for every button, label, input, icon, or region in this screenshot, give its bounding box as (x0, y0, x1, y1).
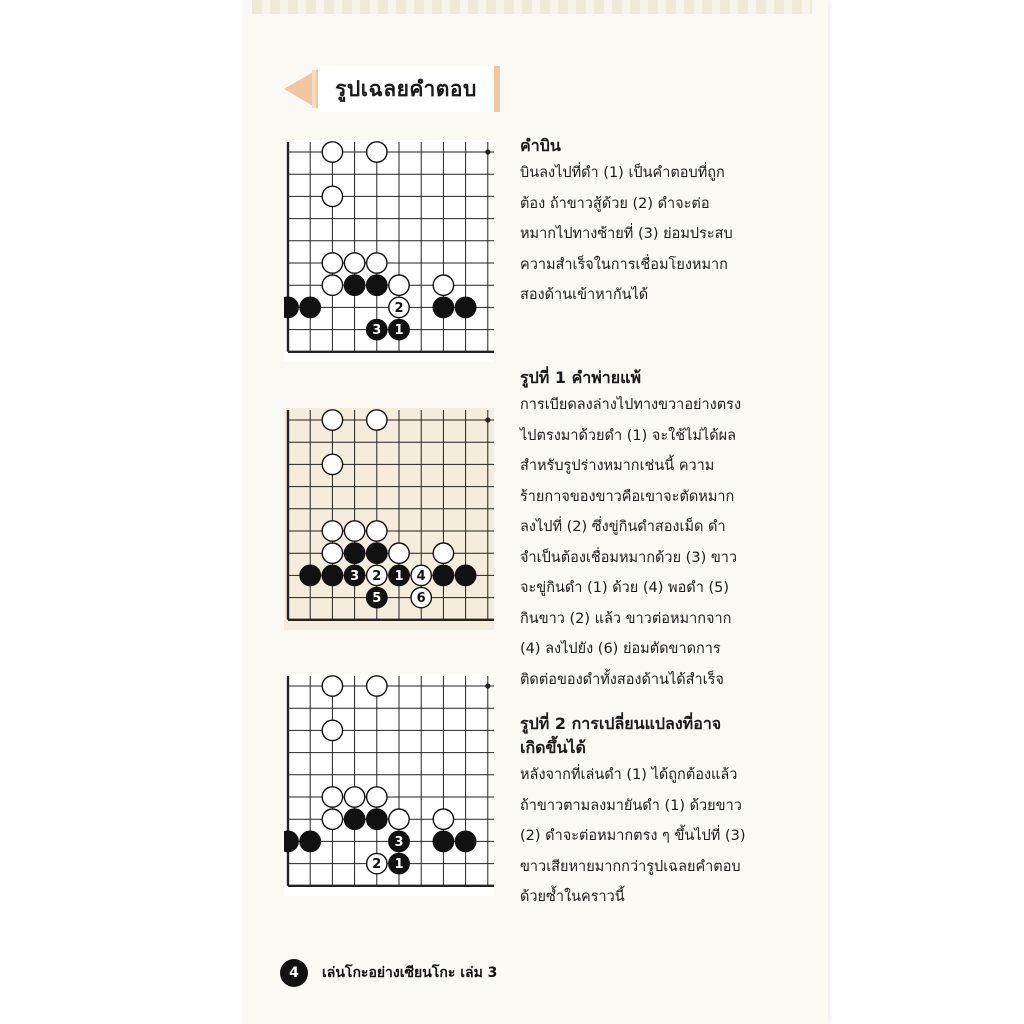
black-stone (344, 543, 364, 563)
black-stone (455, 831, 475, 851)
page-number: 4 (280, 959, 308, 987)
white-stone (433, 809, 453, 829)
black-stone (300, 565, 320, 585)
text-line: กินขาว (2) แล้ว ขาวต่อหมากจาก (520, 610, 732, 627)
black-stone (367, 319, 387, 339)
white-stone (344, 253, 364, 273)
text-line: สำหรับรูปร่างหมากเช่นนี้ ความ (520, 458, 715, 474)
text-line: การเบียดลงล่างไปทางขวาอย่างตรง (520, 397, 742, 413)
white-stone (367, 787, 387, 807)
stone-number: 2 (372, 857, 382, 873)
white-stone (389, 809, 409, 829)
answer-title: คำบิน (520, 136, 561, 155)
stone-number: 1 (394, 323, 404, 339)
white-stone (433, 275, 453, 295)
stone-number: 3 (394, 835, 404, 850)
stone-number: 2 (394, 301, 404, 316)
black-stone (344, 809, 364, 829)
text-line: สองด้านเข้าหากันได้ (520, 287, 649, 303)
black-stone (455, 565, 475, 585)
text-line: ขาวเสียหายมากกว่ารูปเฉลยคำตอบ (520, 858, 741, 875)
text-line: ด้วยซ้ำในคราวนี้ (520, 889, 625, 905)
text-line: ลงไปที่ (2) ซึ่งขู่กินดำสองเม็ด ดำ (520, 519, 726, 535)
white-stone (367, 853, 387, 873)
go-board-svg (284, 408, 494, 630)
figure-2-section (520, 712, 782, 913)
black-stone (300, 297, 320, 317)
text-line: ความสำเร็จในการเชื่อมโยงหมาก (520, 256, 728, 273)
black-stone (455, 297, 475, 317)
white-stone (367, 521, 387, 541)
white-stone (367, 676, 387, 696)
header-title-box (318, 66, 500, 112)
white-stone (344, 787, 364, 807)
star-point (485, 417, 490, 422)
text-line: จะขู่กินดำ (1) ด้วย (4) พอดำ (5) (520, 580, 729, 596)
text-line: หลังจากที่เล่นดำ (1) ได้ถูกต้องแล้ว (520, 767, 738, 783)
black-stone (367, 587, 387, 607)
white-stone (322, 787, 342, 807)
white-stone (322, 521, 342, 541)
white-stone (322, 410, 342, 430)
white-stone (322, 253, 342, 273)
go-board-figure-2 (284, 674, 494, 896)
stone-number: 3 (350, 569, 360, 584)
white-stone (322, 720, 342, 740)
figure-1-body (520, 390, 782, 695)
black-stone (367, 809, 387, 829)
black-stone (389, 319, 409, 339)
white-stone (367, 565, 387, 585)
white-stone (367, 410, 387, 430)
white-stone (322, 676, 342, 696)
go-board-figure-1 (284, 408, 494, 630)
text-line: จำเป็นต้องเชื่อมหมากด้วย (3) ขาว (520, 549, 738, 566)
stone-number: 3 (372, 323, 382, 339)
text-line: ต้อง ถ้าขาวสู้ด้วย (2) ดำจะต่อ (520, 195, 710, 212)
white-stone (367, 142, 387, 162)
black-stone (433, 297, 453, 317)
stone-number: 6 (416, 591, 426, 607)
white-stone (322, 142, 342, 162)
figure-2-title-line-2: เกิดขึ้นได้ (520, 738, 586, 757)
white-stone (433, 543, 453, 563)
go-board-svg (284, 140, 494, 362)
white-stone (367, 253, 387, 273)
white-stone (322, 543, 342, 563)
text-line: บินลงไปที่ดำ (1) เป็นคำตอบที่ถูก (520, 165, 725, 181)
white-stone (344, 521, 364, 541)
black-stone (367, 275, 387, 295)
white-stone (322, 275, 342, 295)
black-stone (389, 831, 409, 851)
figure-2-body (520, 760, 782, 913)
black-stone (344, 565, 364, 585)
white-stone (389, 275, 409, 295)
white-stone (322, 809, 342, 829)
black-stone (322, 565, 342, 585)
header-title: รูปเฉลยคำตอบ (335, 75, 477, 101)
section-header (282, 64, 494, 114)
stone-number: 1 (394, 857, 404, 873)
answer-body (520, 158, 782, 311)
answer-section (520, 134, 782, 311)
figure-1-title: รูปที่ 1 คำพ่ายแพ้ (520, 368, 642, 387)
white-stone (411, 565, 431, 585)
book-title: เล่นโกะอย่างเซียนโกะ เล่ม 3 (322, 965, 498, 981)
text-line: (2) ดำจะต่อหมากตรง ๆ ขึ้นไปที่ (3) (520, 828, 746, 844)
top-bleed-decoration (252, 0, 812, 14)
black-stone (284, 831, 298, 851)
text-line: หมากไปทางซ้ายที่ (3) ย่อมประสบ (520, 226, 733, 242)
stone-number: 2 (372, 569, 382, 584)
stone-number: 5 (372, 591, 382, 607)
black-stone (367, 543, 387, 563)
black-stone (344, 275, 364, 295)
text-line: ไปตรงมาด้วยดำ (1) จะใช้ไม่ได้ผล (520, 427, 736, 444)
star-point (485, 149, 490, 154)
stone-number: 1 (394, 569, 404, 584)
white-stone (389, 543, 409, 563)
star-point (485, 683, 490, 688)
white-stone (322, 186, 342, 206)
black-stone (389, 565, 409, 585)
go-board-svg (284, 674, 494, 896)
black-stone (300, 831, 320, 851)
page-footer (280, 958, 497, 988)
figure-1-section (520, 366, 782, 695)
white-stone (389, 297, 409, 317)
stone-number: 4 (416, 569, 426, 584)
text-line: ติดต่อของดำทั้งสองด้านได้สำเร็จ (520, 671, 724, 688)
black-stone (284, 297, 298, 317)
figure-2-title: รูปที่ 2 การเปลี่ยนแปลงที่อาจ (520, 714, 722, 733)
black-stone (433, 831, 453, 851)
text-line: ถ้าขาวตามลงมายันดำ (1) ด้วยขาว (520, 797, 742, 814)
white-stone (411, 587, 431, 607)
black-stone (433, 565, 453, 585)
text-line: ร้ายกาจของขาวคือเขาจะตัดหมาก (520, 488, 735, 505)
white-stone (322, 454, 342, 474)
text-line: (4) ลงไปยัง (6) ย่อมตัดขาดการ (520, 641, 721, 657)
go-board-answer (284, 140, 494, 362)
black-stone (389, 853, 409, 873)
